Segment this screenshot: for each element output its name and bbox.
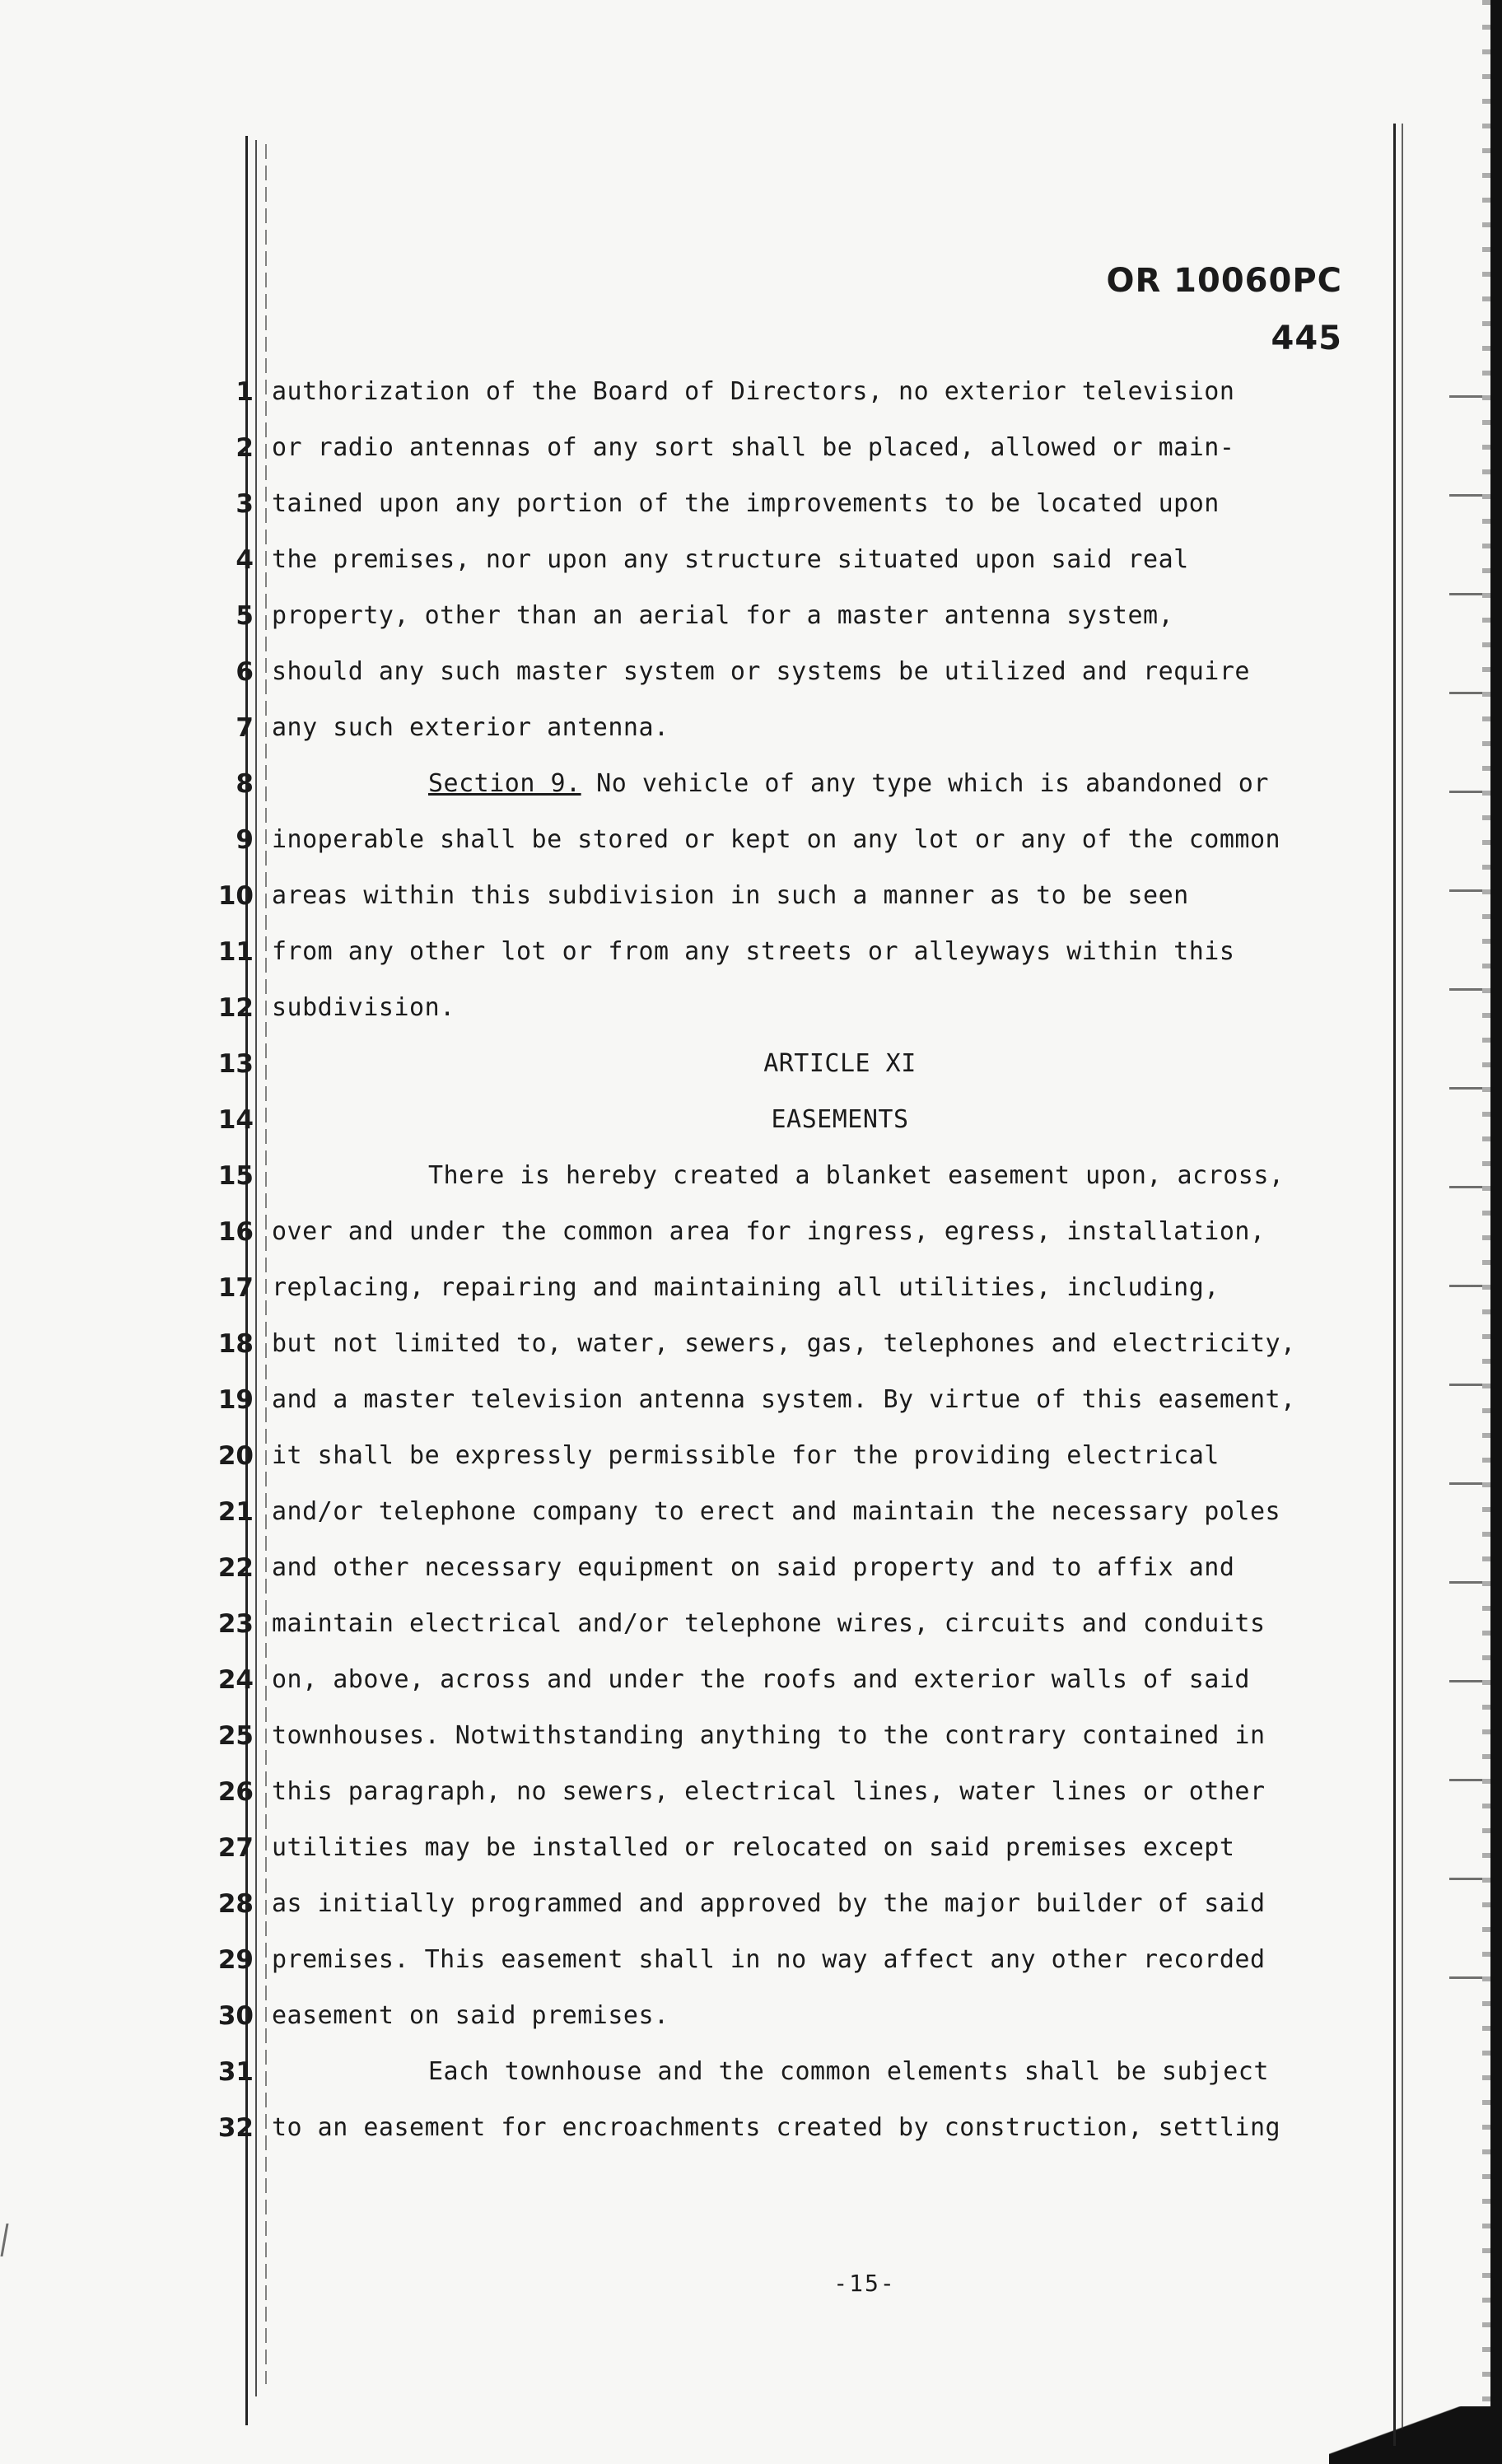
text-line: should any such master system or systems be utilized and require xyxy=(272,657,1250,686)
line-number: 29 xyxy=(217,1945,254,1975)
line-number: 25 xyxy=(217,1721,254,1751)
text-line: inoperable shall be stored or kept on any lot or any of the common xyxy=(272,825,1281,854)
text-line: but not limited to, water, sewers, gas, telephones and electricity, xyxy=(272,1329,1296,1358)
text-line: this paragraph, no sewers, electrical lines, water lines or other xyxy=(272,1777,1266,1806)
right-margin-rule-2 xyxy=(1402,124,1403,2429)
line-number: 2 xyxy=(236,433,254,463)
text-line: property, other than an aerial for a master antenna system, xyxy=(272,601,1174,630)
line-number: 10 xyxy=(217,881,254,911)
text-line: and a master television antenna system. By virtue of this easement, xyxy=(272,1385,1296,1414)
text-line: and other necessary equipment on said property and to affix and xyxy=(272,1553,1235,1582)
text-line: areas within this subdivision in such a manner as to be seen xyxy=(272,881,1189,910)
section-label: Section 9. xyxy=(428,769,581,798)
line-number: 23 xyxy=(217,1609,254,1639)
book-page-stamp: OR 10060PC 445 xyxy=(1106,262,1342,357)
text-line: or radio antennas of any sort shall be placed, allowed or main- xyxy=(272,433,1235,462)
text-line: utilities may be installed or relocated on said premises except xyxy=(272,1833,1235,1862)
text-line: There is hereby created a blanket easement upon, across, xyxy=(428,1161,1285,1190)
left-margin-rule-2 xyxy=(255,140,257,2396)
text-line xyxy=(272,759,1400,809)
text-line: it shall be expressly permissible for the providing electrical xyxy=(272,1441,1220,1470)
text-line: to an easement for encroachments created by construction, settling xyxy=(272,2113,1281,2142)
article-heading: ARTICLE XI xyxy=(763,1049,917,1078)
line-number: 30 xyxy=(217,2001,254,2031)
line-number: 16 xyxy=(217,1217,254,1247)
line-number: 14 xyxy=(217,1105,254,1135)
line-number: 24 xyxy=(217,1665,254,1695)
line-number: 18 xyxy=(217,1329,254,1359)
line-number: 17 xyxy=(217,1273,254,1303)
line-number: 22 xyxy=(217,1553,254,1583)
line-number: 5 xyxy=(236,601,254,631)
scan-edge-band xyxy=(1482,0,1490,2464)
scan-margin-specks xyxy=(1449,346,1482,2075)
text-line: subdivision. xyxy=(272,993,455,1022)
text-line: townhouses. Notwithstanding anything to the contrary contained in xyxy=(272,1721,1266,1750)
line-number: 21 xyxy=(217,1497,254,1527)
text-line: replacing, repairing and maintaining all utilities, including, xyxy=(272,1273,1220,1302)
line-number: 3 xyxy=(236,489,254,519)
text-line: easement on said premises. xyxy=(272,2001,669,2030)
text-line: tained upon any portion of the improvements to be located upon xyxy=(272,489,1220,518)
line-number: 11 xyxy=(217,937,254,967)
line-number: 4 xyxy=(236,545,254,575)
text-line: maintain electrical and/or telephone wires, circuits and conduits xyxy=(272,1609,1266,1638)
line-number: 32 xyxy=(217,2113,254,2143)
page-number: -15- xyxy=(833,2270,896,2297)
line-number: 9 xyxy=(236,825,254,855)
text-line: Each townhouse and the common elements shall be subject xyxy=(428,2057,1269,2086)
text-line: from any other lot or from any streets or alleyways within this xyxy=(272,937,1235,966)
text-line: on, above, across and under the roofs and exterior walls of said xyxy=(272,1665,1250,1694)
text-line: premises. This easement shall in no way affect any other recorded xyxy=(272,1945,1266,1974)
line-number: 8 xyxy=(236,769,254,799)
line-number: 15 xyxy=(217,1161,254,1191)
line-number: 13 xyxy=(217,1049,254,1079)
left-margin-rule-3 xyxy=(265,144,267,2384)
line-number: 7 xyxy=(236,713,254,743)
line-number: 28 xyxy=(217,1889,254,1919)
text-line: the premises, nor upon any structure situated upon said real xyxy=(272,545,1189,574)
line-number: 26 xyxy=(217,1777,254,1807)
article-title: EASEMENTS xyxy=(771,1105,909,1134)
text-line: authorization of the Board of Directors, no exterior television xyxy=(272,377,1235,406)
text-line: as initially programmed and approved by the major builder of said xyxy=(272,1889,1266,1918)
line-number: 20 xyxy=(217,1441,254,1471)
line-number: 6 xyxy=(236,657,254,687)
line-number: 31 xyxy=(217,2057,254,2087)
text-line: over and under the common area for ingress, egress, installation, xyxy=(272,1217,1266,1246)
text-line: and/or telephone company to erect and maintain the necessary poles xyxy=(272,1497,1281,1526)
scan-corner-smudge xyxy=(1329,2406,1494,2464)
line-number: 27 xyxy=(217,1833,254,1863)
line-number: 12 xyxy=(217,993,254,1023)
scan-left-mark xyxy=(0,2224,23,2256)
line-number: 19 xyxy=(217,1385,254,1415)
section-text: No vehicle of any type which is abandoned or xyxy=(581,769,1269,798)
line-number: 1 xyxy=(236,377,254,407)
scan-edge-shadow xyxy=(1490,0,1502,2464)
text-line: any such exterior antenna. xyxy=(272,713,669,742)
